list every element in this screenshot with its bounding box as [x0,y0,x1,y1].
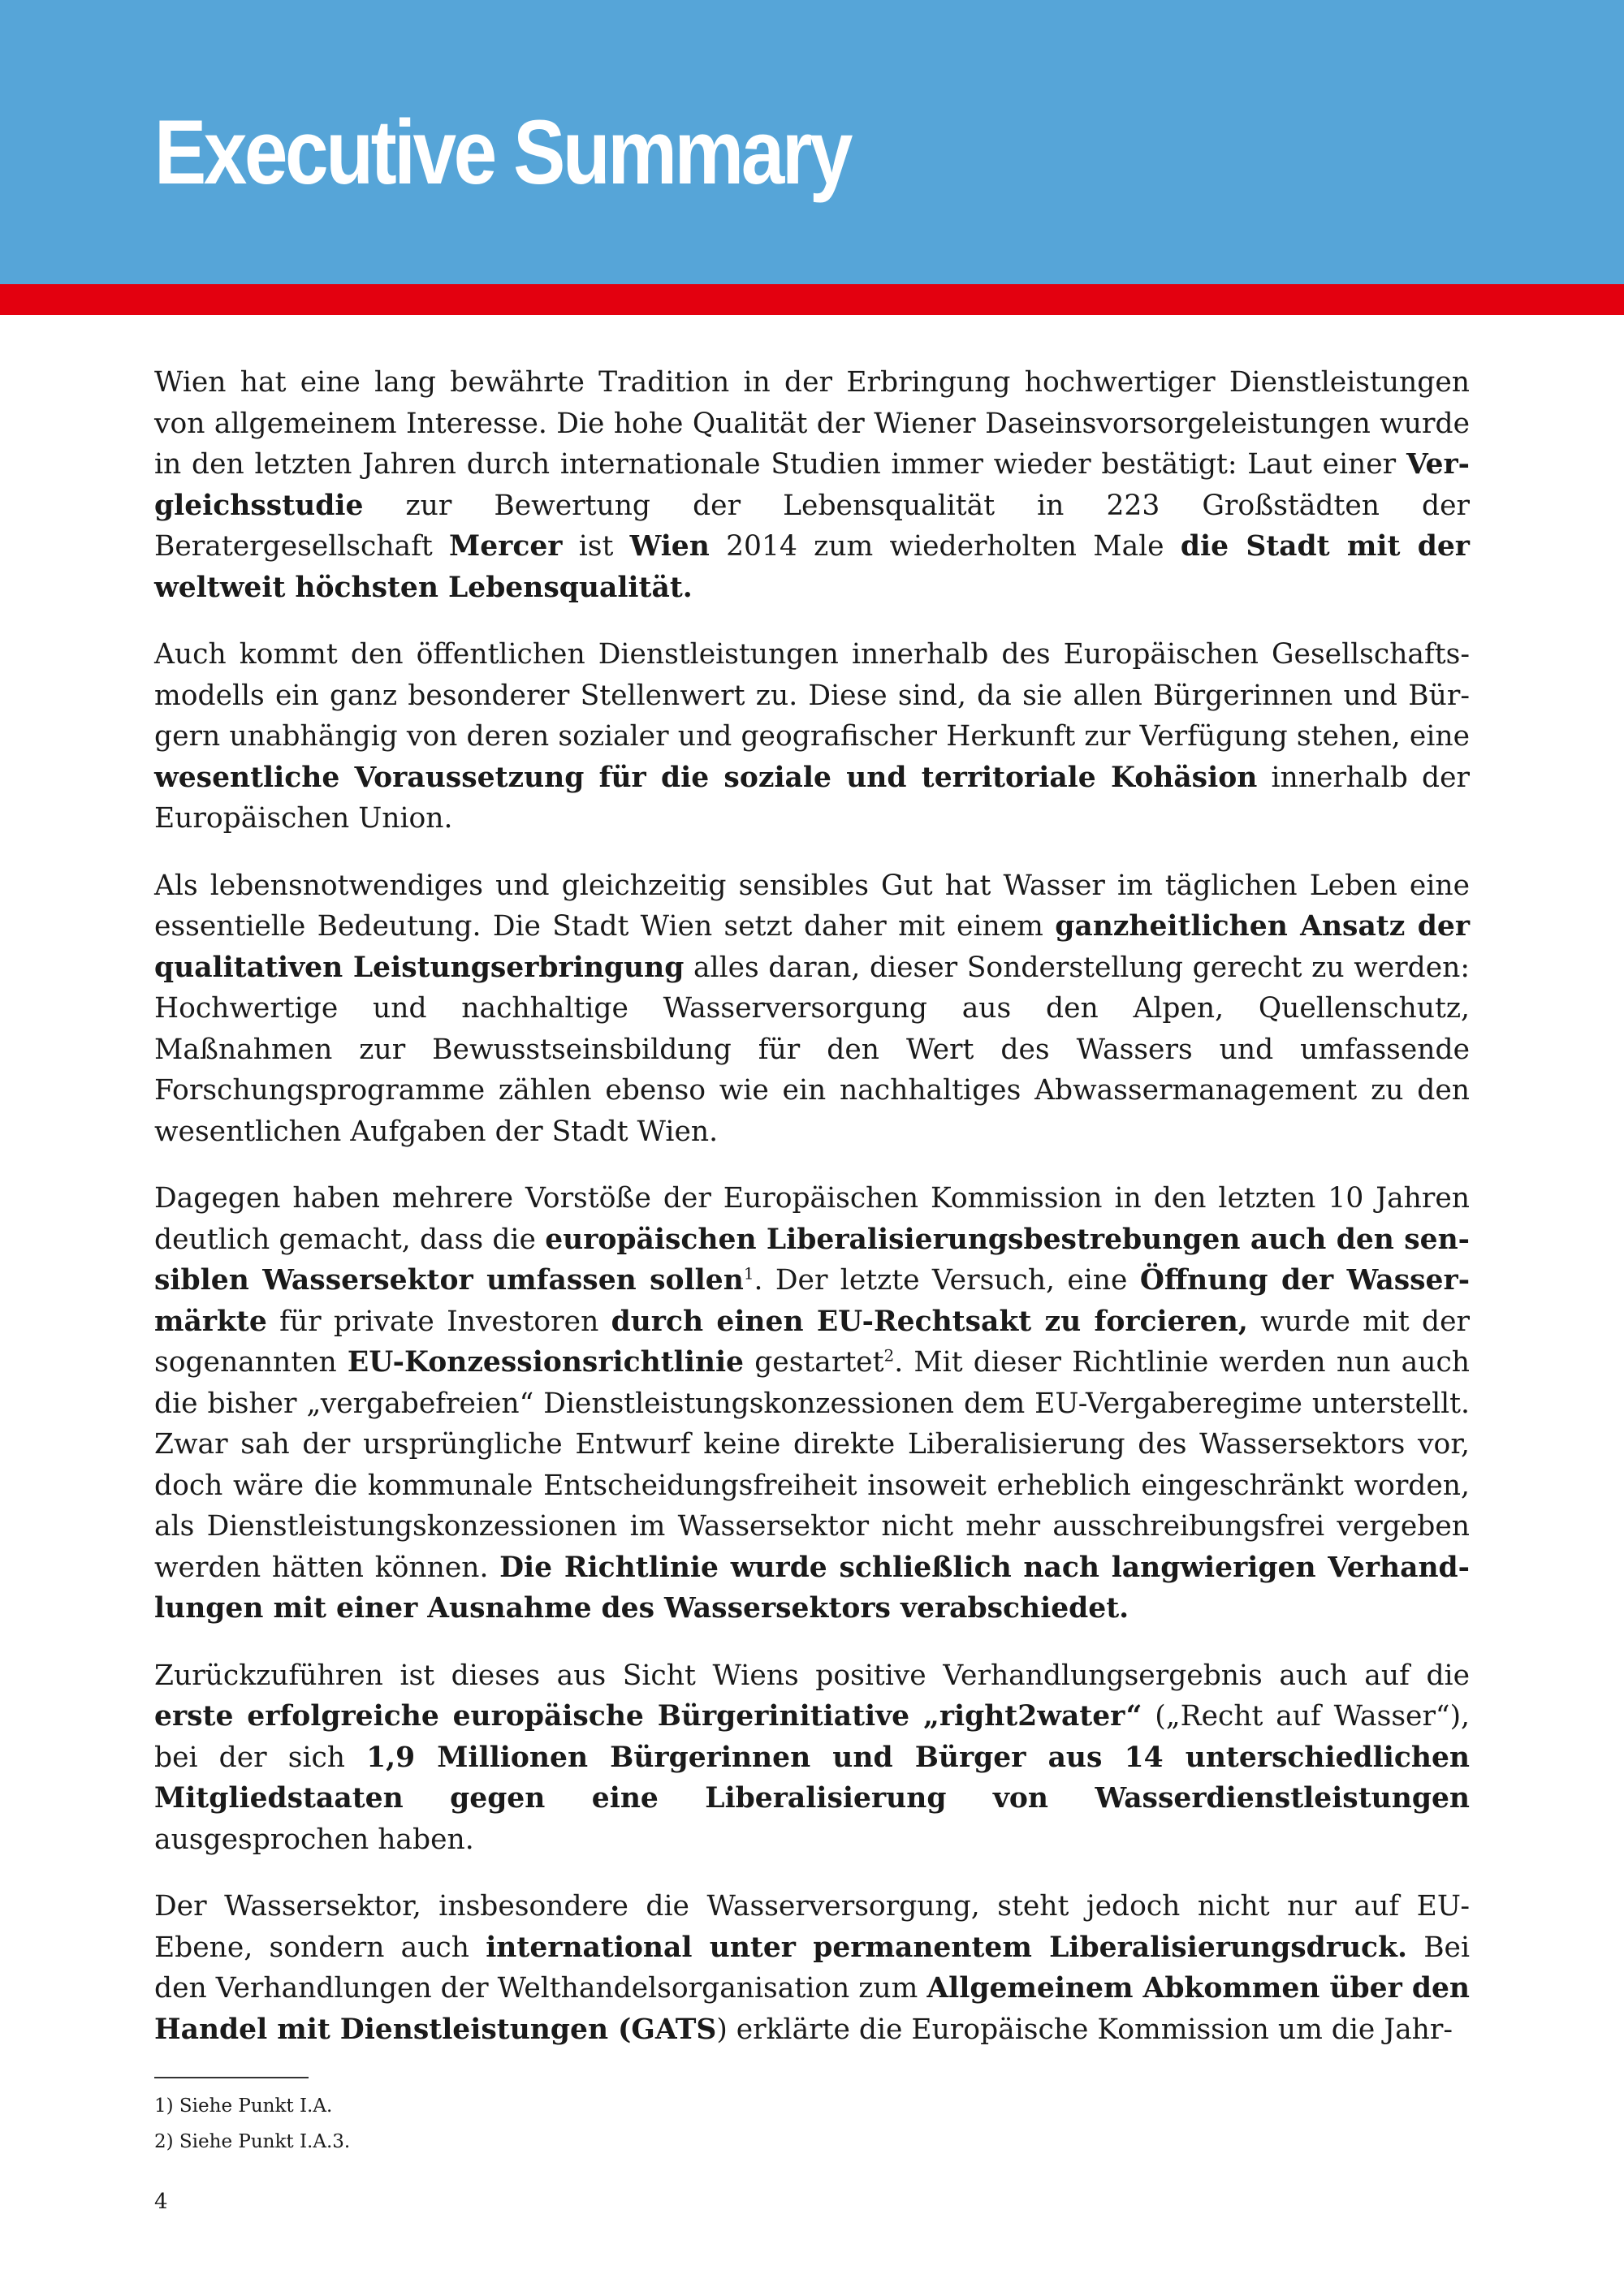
bold-emphasis: Mercer [449,530,563,563]
text-run: zur Bewertung der Lebensqualität in 223 Großstädten der Beratergesellschaft [154,489,1470,563]
bold-emphasis: Öffnung der Wassermärkte [154,1264,1471,1338]
text-run: („Recht auf Wasser“), bei der sich [154,1700,1470,1774]
text-run: Zurückzuführen ist dieses aus Sicht Wiens positive Verhandlungsergebnis auch auf die [154,1659,1470,1692]
bold-emphasis: europäischen Liberalisierungsbestrebungen auch den sensiblen Wassersektor umfassen sollen [154,1223,1470,1297]
bold-emphasis: wesentliche Voraussetzung für die soziale und territoriale Kohäsion [154,761,1258,794]
body-text [154,362,1470,2076]
footnote-ref: 2 [883,1345,895,1366]
bold-emphasis: ganzheitlichen Ansatz der qualitativen Leistungserbringung [154,910,1470,984]
header-band [0,0,1624,284]
footnote-1: 1) Siehe Punkt I.A. [154,2095,333,2117]
text-run: ) erklärte die Europäische Kommission um die Jahr- [716,2013,1453,2046]
text-run: . Mit dieser Richtlinie werden nun auch die bisher „vergabefreien“ Dienstleistungskonzessionen dem EU-Vergaberegime unterstellt. Zwar sah der ursprüngliche Entwurf keine direkte Liberalisierung des Wassersektors vor, doch wäre die kommunale Entscheidungsfreiheit insoweit erheblich eingeschränkt worden, als Dienstleistungskonzessionen im Wassersektor nicht mehr ausschreibungsfrei vergeben werden hätten können. [154,1346,1470,1584]
bold-emphasis: durch einen EU-Rechtsakt zu forcieren, [611,1305,1248,1338]
text-run: Bei den Verhandlungen der Welthandelsorganisation zum [154,1931,1470,2005]
text-run: ausgesprochen haben. [154,1823,474,1856]
text-run: 2014 zum wiederholten Male [709,530,1181,563]
text-run: gestartet [744,1346,884,1379]
bold-emphasis: Die Richtlinie wurde schließlich nach langwierigen Verhandlungen mit einer Ausnahme des Wassersektors verabschiedet. [154,1551,1470,1625]
bold-emphasis: Allgemeinem Abkommen über den Handel mit Dienstleistungen (GATS [154,1972,1470,2046]
footnote-divider [154,2077,309,2078]
page-number: 4 [154,2190,168,2214]
text-run: Als lebensnotwendiges und gleichzeitig sensibles Gut hat Wasser im täglichen Leben eine essentielle Bedeutung. Die Stadt Wien setzt daher mit einem [154,869,1470,943]
bold-emphasis: erste erfolgreiche europäische Bürgerinitiative „right2water“ [154,1700,1142,1733]
bold-emphasis: EU-Konzessionsrichtlinie [347,1346,744,1379]
paragraph [154,634,1470,839]
text-run: ist [562,530,630,563]
text-run: innerhalb der Europäischen Union. [154,761,1470,835]
bold-emphasis: die Stadt mit der weltweit höchsten Lebensqualität. [154,530,1470,604]
red-divider-stripe [0,284,1624,315]
text-run: Wien hat eine lang bewährte Tradition in der Erbringung hochwertiger Dienstleistungen von allgemeinem Interesse. Die hohe Qualität der Wiener Daseinsvorsorgeleistungen wurde in den letzten Jahren durch internationale Studien immer wieder bestätigt: Laut einer [154,366,1470,481]
page-title: Executive Summary [154,101,851,203]
footnote-ref: 1 [743,1263,754,1284]
paragraph [154,362,1470,608]
bold-emphasis: international unter permanentem Liberalisierungsdruck. [486,1931,1407,1964]
bold-emphasis: Vergleichsstudie [154,448,1470,522]
paragraph [154,1655,1470,1861]
bold-emphasis: Wien [629,530,710,563]
text-run: Auch kommt den öffentlichen Dienstleistungen innerhalb des Europäischen Gesellschaftsmodells ein ganz besonderer Stellenwert zu. Diese sind, da sie allen Bürgerinnen und Bürgern unabhängig von deren sozialer und geografischer Herkunft zur Verfügung stehen, eine [154,638,1470,753]
text-run: Dagegen haben mehrere Vorstöße der Europäischen Kommission in den letzten 10 Jahren deutlich gemacht, dass die [154,1182,1470,1256]
footnote-2: 2) Siehe Punkt I.A.3. [154,2131,351,2152]
text-run: alles daran, dieser Sonderstellung gerecht zu werden: Hochwertige und nachhaltige Wasserversorgung aus den Alpen, Quellenschutz, Maßnahmen zur Bewusstseinsbildung für den Wert des Wassers und umfassende Forschungsprogramme zählen ebenso wie ein nachhaltiges Abwassermanagement zu den wesentlichen Aufgaben der Stadt Wien. [154,951,1470,1148]
paragraph [154,865,1470,1153]
text-run: Der Wassersektor, insbesondere die Wasserversorgung, steht jedoch nicht nur auf EU-Ebene, sondern auch [154,1890,1470,1964]
paragraph [154,1886,1470,2050]
paragraph [154,1178,1470,1629]
text-run: . Der letzte Versuch, eine [754,1264,1140,1297]
text-run: wurde mit der sogenannten [154,1305,1471,1379]
bold-emphasis: 1,9 Millionen Bürgerinnen und Bürger aus 14 unterschiedlichen Mitgliedstaaten gegen eine Liberalisierung von Wasserdienstleistungen [154,1741,1470,1815]
footnotes [154,2088,350,2160]
text-run: für private Investoren [266,1305,611,1338]
